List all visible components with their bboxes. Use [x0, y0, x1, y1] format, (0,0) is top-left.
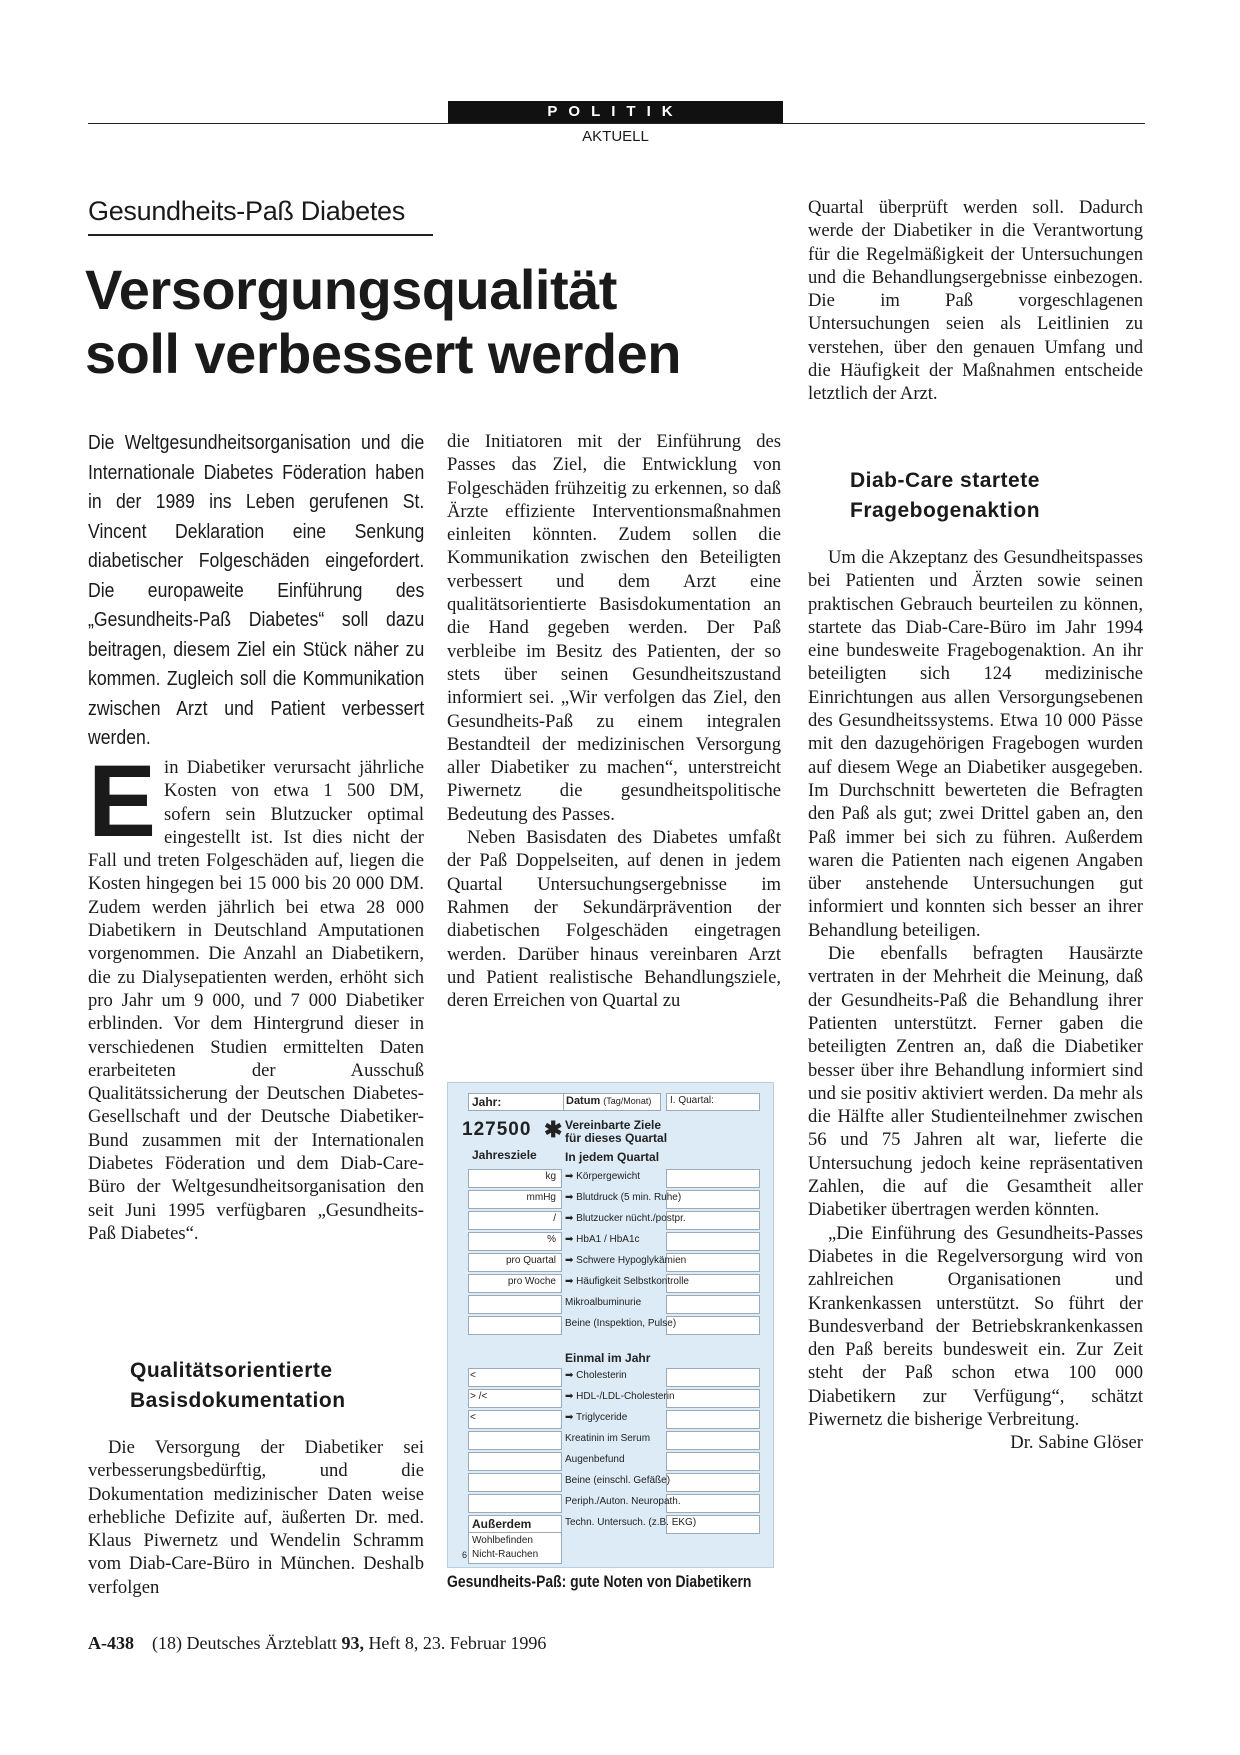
- form-number: 127500: [462, 1119, 532, 1140]
- form-field: [666, 1473, 760, 1492]
- form-page-number: 6: [462, 1550, 468, 1560]
- body-paragraph: Quartal überprüft werden soll. Dadurch werde der Diabetiker in die Verantwortung für die Regelmäßigkeit der Untersuchungen und die Behandlungsergebnisse einbezogen. Die im Paß vorgeschlagenen Untersuchungen seien als Leitlinien zu verstehen, über den genauen Umfang und die Häufigkeit der Maßnahmen entscheide letztlich der Arzt.: [808, 197, 1143, 405]
- form-row-label: Techn. Untersuch. (z.B. EKG): [565, 1517, 697, 1528]
- form-field: [666, 1368, 760, 1387]
- form-row-label: Periph./Auton. Neuropath.: [565, 1496, 681, 1507]
- form-field: [666, 1431, 760, 1450]
- column-1-continued: [88, 1436, 424, 1599]
- page-number: A-438: [88, 1633, 134, 1653]
- form-label-vereinbarte: [565, 1119, 667, 1145]
- form-row-label: Mikroalbuminurie: [565, 1297, 642, 1308]
- subhead-line-2: Basisdokumentation: [130, 1389, 346, 1412]
- journal-issue: Heft 8, 23. Februar 1996: [368, 1633, 547, 1653]
- form-label-extra: [472, 1534, 538, 1562]
- form-label-datum: [566, 1095, 651, 1107]
- form-field: [666, 1169, 760, 1188]
- headline-line-2: soll verbessert werden: [85, 322, 681, 385]
- form-label-ausserdem: Außerdem: [472, 1517, 532, 1531]
- footer: [88, 1633, 546, 1654]
- headline: [85, 258, 785, 386]
- form-field: [468, 1473, 562, 1492]
- form-row-label: ➡ Schwere Hypoglykämien: [565, 1255, 687, 1266]
- form-label-wohlbefinden: Wohlbefinden: [472, 1535, 533, 1546]
- form-field: [666, 1452, 760, 1471]
- column-2: [447, 430, 781, 1012]
- subsection-label: AKTUELL: [582, 128, 649, 145]
- form-row-label: ➡ Häufigkeit Selbstkontrolle: [565, 1276, 689, 1287]
- form-label-jahresziele: Jahresziele: [472, 1148, 537, 1162]
- form-row-label: ➡ Blutzucker nücht./postpr.: [565, 1213, 686, 1224]
- form-field: [666, 1316, 760, 1335]
- form-field: [666, 1389, 760, 1408]
- form-row-label: ➡ HbA1 / HbA1c: [565, 1234, 640, 1245]
- form-row-label: Augenbefund: [565, 1454, 625, 1465]
- form-row-label: Beine (Inspektion, Pulse): [565, 1318, 677, 1329]
- form-unit: > /<: [470, 1391, 488, 1402]
- lead-paragraph: Die Weltgesundheitsorganisation und die Internationale Diabetes Föderation haben in der 1989 ins Leben gerufenen St. Vincent Deklaration eine Senkung diabetischer Folgeschäden eingefordert. Die europaweite Einführung des „Gesundheits-Paß Diabetes“ soll dazu beitragen, diesem Ziel ein Stück näher zu kommen. Zugleich soll die Kommunikation zwischen Arzt und Patient verbessert werden.: [88, 431, 425, 749]
- headline-line-1: Versorgungsqualität: [85, 258, 617, 321]
- journal-volume: 93,: [341, 1633, 364, 1653]
- header-rule: [88, 123, 1145, 124]
- column-3: [808, 196, 1143, 406]
- form-field: [468, 1494, 562, 1513]
- subhead-line-1: Diab-Care startete: [850, 469, 1040, 492]
- subhead-line-2: Fragebogenaktion: [850, 499, 1041, 522]
- form-row-label: ➡ Körpergewicht: [565, 1171, 641, 1182]
- form-label-vereinbarte-2: für dieses Quartal: [565, 1131, 668, 1145]
- body-paragraph: Um die Akzeptanz des Gesundheitspasses bei Patienten und Ärzten sowie seinen praktischen Gebrauch beurteilen zu können, startete das Diab-Care-Büro im Jahr 1994 eine bundesweite Fragebogenaktion. An ihr beteiligten sich 124 medizinische Einrichtungen aus allen Versorgungsebenen des Gesundheitssystems. Etwa 10 000 Pässe mit den dazugehörigen Fragebogen wurden auf diesem Wege an Diabetiker ausgegeben. Im Durchschnitt bewerteten die Befragten den Paß als gut; zwei Drittel gaben an, den Paß immer bei sich zu führen. Außerdem waren die Patienten nach eigenen Angaben über anstehende Untersuchungen gut informiert und konnten sich besser an ihrer Behandlung beteiligen.: [808, 547, 1143, 941]
- body-paragraph: [808, 1222, 1143, 1454]
- body-paragraph: die Initiatoren mit der Einführung des Passes das Ziel, die Entwicklung von Folgeschäden frühzeitig zu erkennen, so daß Ärzte effiziente Interventionsmaßnahmen einleiten könnten. Zudem sollen die Kommunikation zwischen den Beteiligten verbessert und dem Arzt eine qualitätsorientierte Basisdokumentation an die Hand gegeben werden. Der Paß verbleibe im Besitz des Patienten, der so stets über seinen Gesundheitszustand informiert sei. „Wir verfolgen das Ziel, den Gesundheits-Paß zu einem integralen Bestandteil der medizinischen Versorgung aller Diabetiker zu machen“, unterstreicht Piwernetz die gesundheitspolitische Bedeutung des Passes.: [447, 431, 781, 825]
- form-label-einmal-jahr: Einmal im Jahr: [565, 1351, 651, 1365]
- form-label-datum-hint: (Tag/Monat): [603, 1096, 652, 1106]
- body-paragraph-text: „Die Einführung des Gesundheits-Passes Diabetes in die Regelversorgung wird von zahlreichen Organisationen und Krankenkassen unterstützt. So führt der Bundesverband der Betriebskrankenkassen den Paß bereits bundesweit ein. Zur Zeit steht der Paß schon etwa 100 000 Diabetikern zur Verfügung“, schätzt Piwernetz die bisherige Verbreitung.: [808, 1222, 1143, 1430]
- form-field: [468, 1316, 562, 1335]
- form-unit: pro Woche: [507, 1276, 556, 1287]
- column-1: [88, 744, 424, 1245]
- form-unit: pro Quartal: [505, 1255, 556, 1266]
- form-row-label: ➡ Cholesterin: [565, 1370, 627, 1381]
- figure-caption: Gesundheits-Paß: gute Noten von Diabetikern: [447, 1572, 752, 1591]
- subhead-basisdokumentation: [130, 1356, 430, 1416]
- form-label-quartal: I. Quartal:: [670, 1095, 714, 1106]
- form-row-label: ➡ Blutdruck (5 min. Ruhe): [565, 1192, 682, 1203]
- form-label-jedem-quartal: In jedem Quartal: [565, 1150, 660, 1164]
- form-row-label: Beine (einschl. Gefäße): [565, 1475, 671, 1486]
- form-unit: kg: [545, 1171, 556, 1182]
- form-unit: <: [470, 1370, 476, 1381]
- form-unit: %: [547, 1234, 556, 1245]
- form-field: [666, 1232, 760, 1251]
- form-field: [666, 1295, 760, 1314]
- form-row-label: ➡ Triglyceride: [565, 1412, 628, 1423]
- form-label-jahr: Jahr:: [472, 1095, 502, 1109]
- form-field: [468, 1452, 562, 1471]
- subhead-fragebogenaktion: [850, 466, 1150, 526]
- form-field: [666, 1410, 760, 1429]
- form-field: [468, 1431, 562, 1450]
- form-label-datum-text: Datum: [566, 1095, 601, 1107]
- section-label: POLITIK: [448, 101, 783, 123]
- body-paragraph: Neben Basisdaten des Diabetes umfaßt der Paß Doppelseiten, auf denen in jedem Quartal Untersuchungsergebnisse im Rahmen der Sekundärprävention der diabetischen Folgeschäden eingetragen werden. Darüber hinaus vereinbaren Arzt und Patient realistische Behandlungsziele, deren Erreichen von Quartal zu: [447, 827, 781, 1012]
- form-unit: /: [553, 1213, 556, 1224]
- kicker-rule: [88, 234, 433, 236]
- subhead-line-1: Qualitätsorientierte: [130, 1359, 333, 1382]
- form-row-label: ➡ HDL-/LDL-Cholesterin: [565, 1391, 675, 1402]
- form-label-nichtrauchen: Nicht-Rauchen: [472, 1549, 539, 1560]
- author: Dr. Sabine Glöser: [1010, 1432, 1143, 1454]
- body-paragraph: in Diabetiker verursacht jährliche Kosten von etwa 1 500 DM, sofern sein Blutzucker optimal eingestellt ist. Ist dies nicht der Fall und treten Folgeschäden auf, liegen die Kosten hingegen bei 15 000 bis 20 000 DM. Zudem werden jährlich bei etwa 28 000 Diabetikern in Deutschland Amputationen vorgenommen. Die Anzahl an Diabetikern, die zu Dialysepatienten werden, erhöht sich pro Jahr um 9 000, und 7 000 Diabetiker erblinden. Vor dem Hintergrund dieser in verschiedenen Studien ermittelten Daten erarbeiteten der Ausschuß Qualitätssicherung der Deutschen Diabetes-Gesellschaft und der Deutsche Diabetiker-Bund zusammen mit der Internationalen Diabetes Föderation und dem Diab-Care-Büro der Weltgesundheitsorganisation den seit Juni 1995 verfügbaren „Gesundheits-Paß Diabetes“.: [88, 757, 424, 1244]
- health-pass-figure: [447, 1082, 774, 1568]
- asterisk-icon: ✱: [544, 1117, 563, 1142]
- column-3-continued: [808, 546, 1143, 1455]
- drop-cap: E: [88, 744, 157, 858]
- form-field: [468, 1295, 562, 1314]
- kicker: Gesundheits-Paß Diabetes: [88, 196, 405, 226]
- body-paragraph: Die Versorgung der Diabetiker sei verbesserungsbedürftig, und die Dokumentation medizinischer Daten weise erhebliche Defizite auf, äußerten Dr. med. Klaus Piwernetz und Wendelin Schramm vom Diab-Care-Büro in München. Deshalb verfolgen: [88, 1437, 424, 1598]
- body-paragraph: Die ebenfalls befragten Hausärzte vertraten in der Mehrheit die Meinung, daß der Gesundheits-Paß die Behandlung ihrer Patienten unterstützt. Ferner gaben die beteiligten Zentren an, daß die Diabetiker besser über ihre Behandlung informiert sind und sie positiv aktiviert werden. Da mehr als die Hälfte aller Studienteilnehmer zwischen 56 und 75 Jahren alt war, lieferte die Untersuchung jedoch keine repräsentativen Zahlen, die auf die Gesamtheit aller Diabetiker übertragen werden könnten.: [808, 943, 1143, 1221]
- form-unit: mmHg: [526, 1192, 556, 1203]
- form-label-vereinbarte-1: Vereinbarte Ziele: [565, 1118, 662, 1132]
- journal-name: (18) Deutsches Ärzteblatt: [152, 1633, 337, 1653]
- form-unit: <: [470, 1412, 476, 1423]
- form-row-label: Kreatinin im Serum: [565, 1433, 651, 1444]
